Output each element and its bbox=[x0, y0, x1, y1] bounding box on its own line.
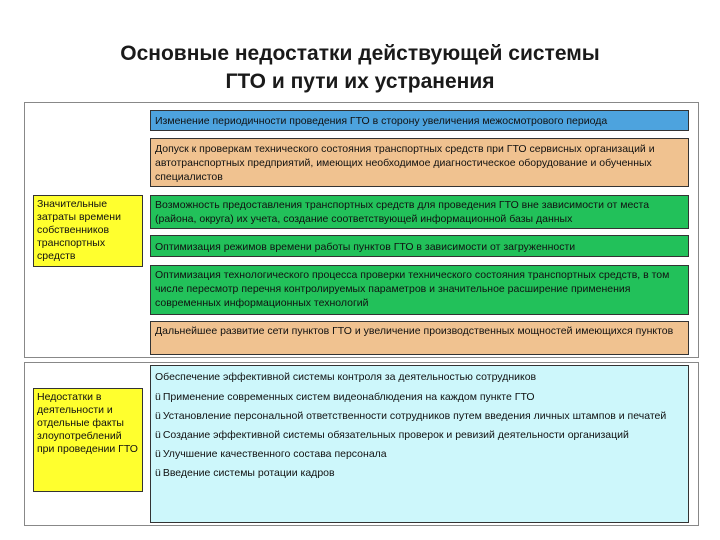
slide-title bbox=[0, 40, 720, 96]
issue-label-time-costs: Значительные затраты времени собственников транспортных средств bbox=[33, 195, 143, 267]
check-icon: ü bbox=[155, 391, 161, 403]
staff-control-item bbox=[151, 390, 688, 404]
staff-control-item bbox=[151, 447, 688, 461]
check-icon: ü bbox=[155, 467, 161, 479]
measure-periodicity: Изменение периодичности проведения ГТО в сторону увеличения межосмотрового периода bbox=[150, 110, 689, 131]
measure-technology-optimization: Оптимизация технологического процесса проверки технического состояния транспортных средств, в том числе пересмотр перечня контролируемых параметров и значительное расширение применения современных информационных технологий bbox=[150, 265, 689, 315]
measure-working-hours: Оптимизация режимов времени работы пунктов ГТО в зависимости от загруженности bbox=[150, 235, 689, 257]
staff-control-item bbox=[151, 466, 688, 480]
staff-control-item bbox=[151, 428, 688, 442]
staff-control-item bbox=[151, 409, 688, 423]
staff-control-item-text: Введение системы ротации кадров bbox=[162, 467, 335, 479]
measure-network-development: Дальнейшее развитие сети пунктов ГТО и увеличение производственных мощностей имеющихся пунктов bbox=[150, 321, 689, 355]
staff-control-item-text: Создание эффективной системы обязательных проверок и ревизий деятельности организаций bbox=[162, 429, 629, 441]
check-icon: ü bbox=[155, 448, 161, 460]
staff-control-item-text: Улучшение качественного состава персонала bbox=[162, 448, 387, 460]
title-line-1: Основные недостатки действующей системы bbox=[120, 42, 600, 65]
issue-label-abuses: Недостатки в деятельности и отдельные факты злоупотреблений при проведении ГТО bbox=[33, 388, 143, 492]
staff-control-item-text: Применение современных систем видеонаблюдения на каждом пункте ГТО bbox=[162, 391, 535, 403]
staff-control-header: Обеспечение эффективной системы контроля за деятельностью сотрудников bbox=[155, 371, 537, 383]
title-line-2: ГТО и пути их устранения bbox=[225, 70, 495, 93]
check-icon: ü bbox=[155, 410, 161, 422]
measure-registration-independence: Возможность предоставления транспортных средств для проведения ГТО вне зависимости от места (района, округа) их учета, создание соответствующей информационной базы данных bbox=[150, 195, 689, 229]
check-icon: ü bbox=[155, 429, 161, 441]
staff-control-box bbox=[150, 365, 689, 523]
measure-service-admission: Допуск к проверкам технического состояния транспортных средств при ГТО сервисных организаций и автотранспортных предприятий, имеющих необходимое диагностическое оборудование и обученных специалистов bbox=[150, 138, 689, 187]
staff-control-item-text: Установление персональной ответственности сотрудников путем введения личных штампов и печатей bbox=[162, 410, 667, 422]
